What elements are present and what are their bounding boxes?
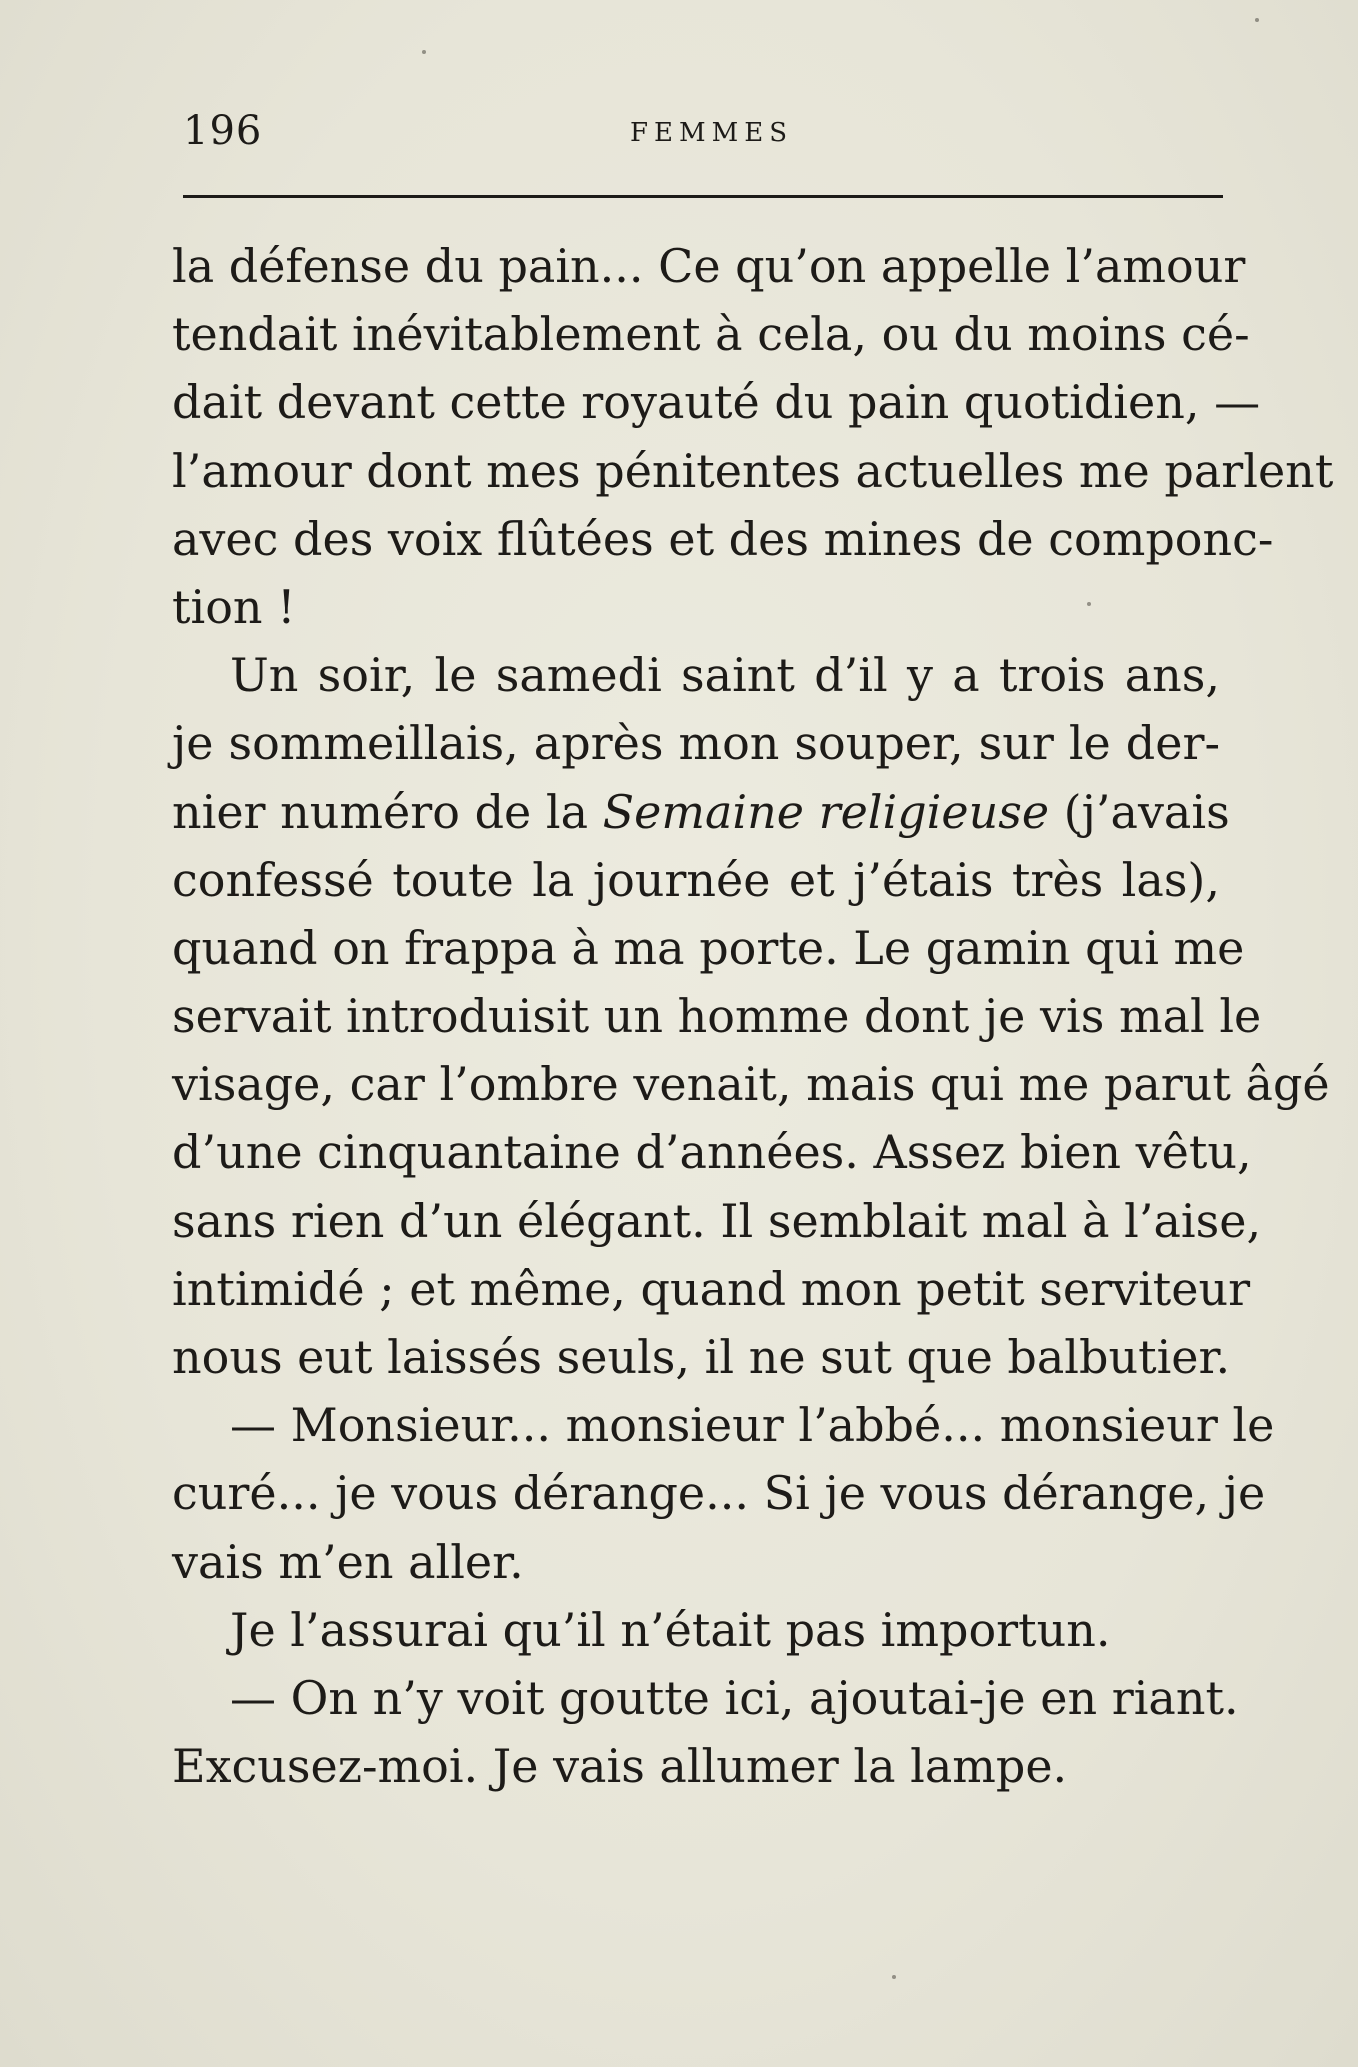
text-line: confessé toute la journée et j’étais très las), [172,852,1220,907]
text-line: intimidé ; et même, quand mon petit serviteur [172,1261,1251,1316]
header-rule [183,195,1223,198]
text-fragment: (j’avais [1049,784,1230,839]
paper-speck [422,50,426,54]
text-line: l’amour dont mes pénitentes actuelles me parlent [172,443,1334,498]
text-line: tendait inévitablement à cela, ou du moins cé- [172,307,1250,362]
text-line-with-title [172,778,1230,846]
text-line: je sommeillais, après mon souper, sur le der- [172,716,1220,771]
body-text [172,232,1334,1800]
text-line: Je l’assurai qu’il n’était pas importun. [230,1602,1111,1657]
text-line: nous eut laissés seuls, il ne sut que balbutier. [172,1330,1231,1384]
text-line: quand on frappa à ma porte. Le gamin qui me [172,920,1245,975]
paper-speck [892,1975,896,1979]
text-line: tion ! [172,579,296,634]
text-line: sans rien d’un élégant. Il semblait mal à l’aise, [172,1193,1262,1248]
text-line: visage, car l’ombre venait, mais qui me parut âgé [172,1057,1330,1112]
text-line: — On n’y voit goutte ici, ajoutai-je en riant. [230,1670,1239,1725]
paper-speck [1255,18,1259,22]
text-line: Excusez-moi. Je vais allumer la lampe. [172,1739,1068,1794]
text-fragment: nier numéro de la [172,784,603,839]
text-line: la défense du pain... Ce qu’on appelle l’amour [172,239,1246,293]
publication-title: Semaine religieuse [602,784,1050,839]
text-line: — Monsieur... monsieur l’abbé... monsieur le [230,1398,1275,1453]
text-line: servait introduisit un homme dont je vis mal le [172,989,1262,1044]
text-line: avec des voix flûtées et des mines de componc- [172,511,1274,566]
text-line: dait devant cette royauté du pain quotidien, — [172,375,1261,430]
page-number: 196 [183,108,263,154]
text-line: curé... je vous dérange... Si je vous dérange, je [172,1466,1266,1521]
running-head: FEMMES [630,118,794,148]
paper-speck [1087,602,1091,606]
text-line: vais m’en aller. [172,1534,524,1589]
page-header [183,100,1223,160]
text-line: Un soir, le samedi saint d’il y a trois ans, [230,648,1220,703]
text-line: d’une cinquantaine d’années. Assez bien vêtu, [172,1125,1252,1180]
